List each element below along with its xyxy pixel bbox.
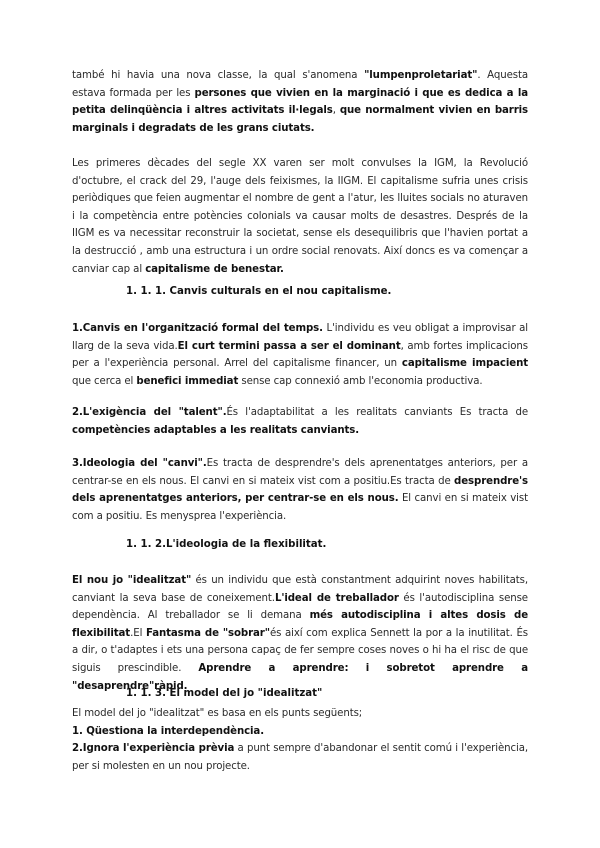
bold-text: competències adaptables a les realitats canviants. (72, 424, 360, 436)
text: Les primeres dècades del segle XX varen ser molt convulses la IGM, la Revolució d'octubre, el crack del 29, l'auge dels feixismes, la IIGM. El capitalisme sufria unes crisis periòdiques que feien augmentar el nombre de gent a l'atur, les lluites socials no aturaven i la competència entre potències colonials va causar molts de desastres. Després de la IIGM es va necessitar reconstruir la societat, sense els desequilibris que l'havien portat a la destrucció , amb una estructura i un ordre social renovats. Així doncs es va començar a canviar cap al (72, 158, 528, 275)
list-item-2 (72, 743, 528, 772)
bold-text: "lumpenproletariat" (364, 70, 478, 81)
bold-text: 3.Ideologia del "canvi". (72, 458, 207, 469)
paragraph-lumpenproletariat (72, 67, 528, 137)
text: El canvi en si mateix vist com a positiu. Es menyspreа l'experiència. (72, 493, 528, 522)
bold-text: que normalment vivien en barris marginals i degradats de les grans ciutats. (72, 105, 529, 134)
paragraph-idealized-self (72, 572, 528, 695)
text: Es tracta de desprendre's dels aprenentatges anteriors, per a centrar-se en els nous. El canvi en si mateix vist com a positiu.Es tracta de (72, 458, 529, 487)
bold-text: L'ideal de treballador (274, 592, 399, 604)
bold-text: 1.Canvis en l'organització formal del temps. (72, 323, 323, 334)
text: sense cap connexió amb l'economia productiva. (238, 375, 483, 387)
bold-text: El curt termini passa a ser el dominant (177, 340, 401, 352)
bold-text: Aprendre a aprendre: i sobretot aprendre a "desaprendre"ràpid. (72, 662, 528, 692)
text: que cerca el (72, 375, 137, 387)
bold-text: capitalisme impacient (401, 358, 528, 370)
list-idealized-model (72, 705, 528, 775)
bold-text: 2.L'exigència del "talent". (72, 407, 227, 418)
item-change-ideology (72, 455, 528, 525)
section-heading-1-1-2: 1. 1. 2.L'ideologia de la flexibilitat. (126, 539, 327, 550)
text: . Aquesta estava formada per les (72, 70, 529, 99)
item-talent (72, 404, 528, 439)
section-heading-1-1-3: 1. 1. 3. El model del jo "idealitzat" (126, 688, 323, 699)
paragraph-xx-century (72, 155, 528, 278)
bold-text: El nou jo "idealitzat" (72, 575, 192, 586)
text: , amb fortes implicacions per a l'experiència personal. Arrel del capitalisme financer, un (72, 340, 528, 370)
text: també hi havia una nova classe, la qual s'anomena (72, 70, 365, 81)
item-time-organization (72, 320, 528, 390)
text: és un individu que està constantment adquirint noves habilitats, canviant la seva base de coneixement. (72, 575, 528, 604)
bold-text: Fantasma de "sobrar" (145, 627, 270, 639)
bold-text: desprendre's dels aprenentatges anteriors, per centrar-se en els nous. (72, 475, 528, 505)
text: És l'adaptabilitat a les realitats canviants Es tracta de (226, 407, 528, 418)
text: és així com explica Sennett la por a la inutilitat. És a dir, o t'adaptes i ets una persona capaç de fer sempre coses noves o hi ha el risc de que siguis prescindible. (72, 627, 528, 674)
text: .El (130, 627, 146, 639)
bold-text: persones que vivien en la marginació i que es dedica a la petita delinqüència i altres activitats il·legals (72, 87, 528, 117)
bold-text: capitalisme de benestar. (145, 263, 284, 275)
list-intro: El model del jo "idealitzat" es basa en els punts següents; (72, 708, 363, 719)
text: , (332, 105, 340, 117)
section-heading-1-1-1: 1. 1. 1. Canvis culturals en el nou capitalisme. (126, 286, 392, 297)
bold-text: benefici immediat (136, 375, 239, 387)
text: a punt sempre d'abandonar el sentit comú i l'experiència, per si molesten en un nou projecte. (72, 743, 528, 772)
list-item-1: 1. Qüestiona la interdependència. (72, 725, 264, 737)
text: és l'autodisciplina sense dependència. Al treballador se li demana (72, 592, 528, 622)
bold-text: més autodisciplina i altes dosis de flexibilitat (72, 610, 528, 639)
text: L'individu es veu obligat a improvisar al llarg de la seva vida. (72, 323, 528, 352)
bold-text: 2.Ignora l'experiència prèvia (72, 743, 235, 755)
